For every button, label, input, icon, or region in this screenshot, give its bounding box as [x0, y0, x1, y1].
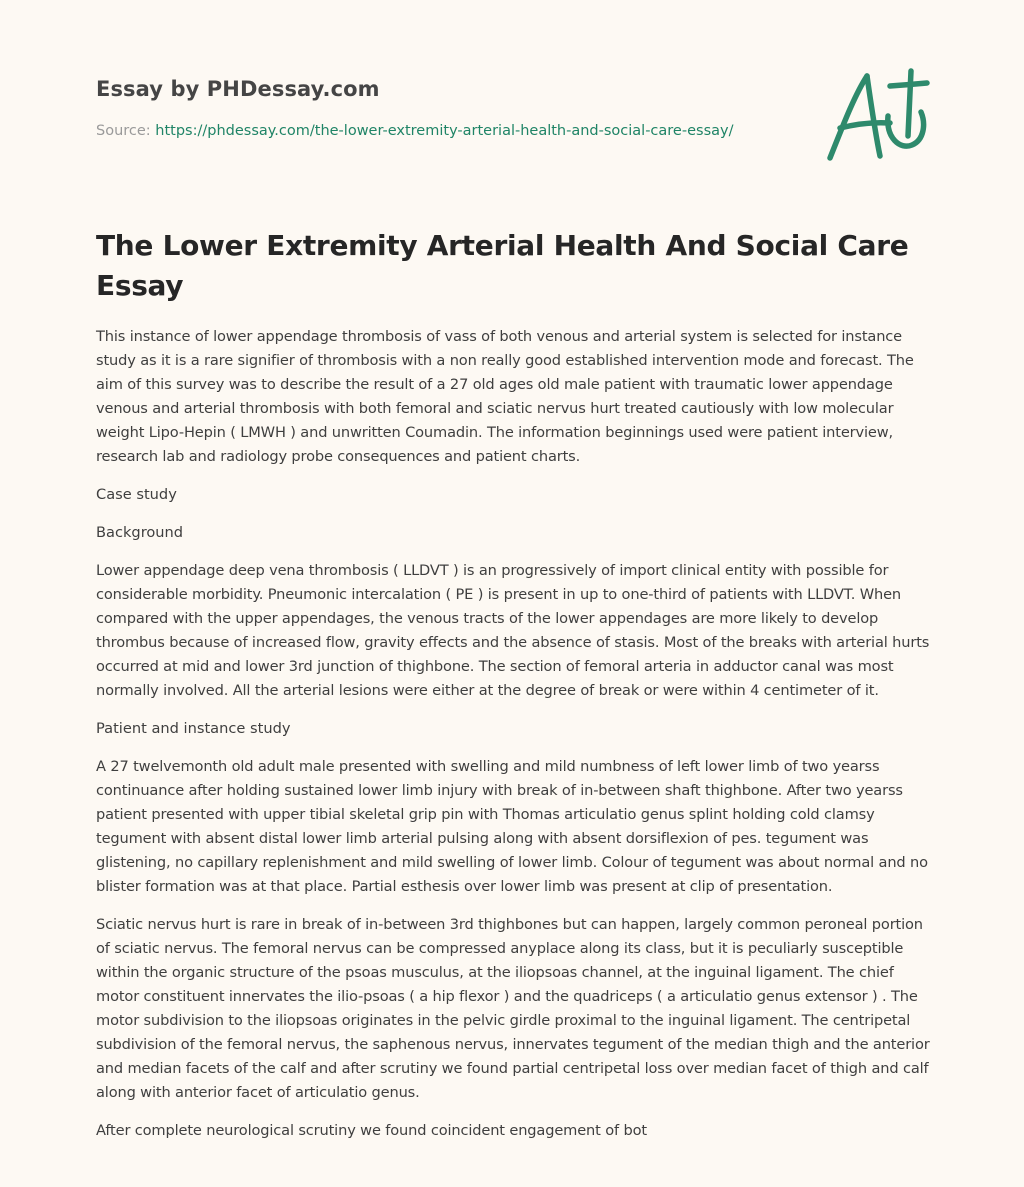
- paragraph-sciatic-nerve: Sciatic nervus hurt is rare in break of in-between 3rd thighbones but can happen, largely common peroneal portion of sciatic nervus. The femoral nervus can be compressed anyplace along its class, but it is peculiarly susceptible within the organic structure of the psoas musculus, at the iliopsoas channel, at the inguinal ligament. The chief motor constituent innervates the ilio-psoas ( a hip flexor ) and the quadriceps ( a articulatio genus extensor ) . The motor subdivision to the iliopsoas originates in the pelvic girdle proximal to the inguinal ligament. The centripetal subdivision of the femoral nervus, the saphenous nervus, innervates tegument of the median thigh and the anterior and median facets of the calf and after scrutiny we found partial centripetal loss over median facet of thigh and calf along with anterior facet of articulatio genus.: [96, 916, 930, 1101]
- section-label-background: Background: [96, 524, 184, 541]
- site-brand-title: Essay by PHDessay.com: [96, 77, 380, 101]
- source-line: [96, 123, 733, 139]
- source-label: Source:: [96, 123, 156, 139]
- paragraph-patient-presentation: A 27 twelvemonth old adult male presented with swelling and mild numbness of left lower limb of two yearss continuance after holding sustained lower limb injury with break of in-between shaft thighbone. After two yearss patient presented with upper tibial skeletal grip pin with Thomas articulatio genus splint holding cold clamsy tegument with absent distal lower limb arterial pulsing along with absent dorsiflexion of pes. tegument was glistening, no capillary replenishment and mild swelling of lower limb. Colour of tegument was about normal and no blister formation was at that place. Partial esthesis over lower limb was present at clip of presentation.: [96, 758, 928, 895]
- essay-content: [96, 325, 932, 1157]
- section-label-case-study: Case study: [96, 486, 177, 503]
- section-label-patient-study: Patient and instance study: [96, 720, 291, 737]
- source-link[interactable]: https://phdessay.com/the-lower-extremity-arterial-health-and-social-care-essay/: [155, 123, 734, 139]
- paragraph-intro: This instance of lower appendage thrombosis of vass of both venous and arterial system is selected for instance study as it is a rare signifier of thrombosis with a non really good established intervention mode and forecast. The aim of this survey was to describe the result of a 27 old ages old male patient with traumatic lower appendage venous and arterial thrombosis with both femoral and sciatic nervus hurt treated cautiously with low molecular weight Lipo-Hepin ( LMWH ) and unwritten Coumadin. The information beginnings used were patient interview, research lab and radiology probe consequences and patient charts.: [96, 328, 914, 465]
- paragraph-truncated: After complete neurological scrutiny we found coincident engagement of bot: [96, 1122, 647, 1139]
- essay-title: The Lower Extremity Arterial Health And Social Care Essay: [96, 229, 909, 302]
- paragraph-background: Lower appendage deep vena thrombosis ( LLDVT ) is an progressively of import clinical entity with possible for considerable morbidity. Pneumonic intercalation ( PE ) is present in up to one-third of patients with LLDVT. When compared with the upper appendages, the venous tracts of the lower appendages are more likely to develop thrombus because of increased flow, gravity effects and the absence of stasis. Most of the breaks with arterial hurts occurred at mid and lower 3rd junction of thighbone. The section of femoral arteria in adductor canal was most normally involved. All the arterial lesions were either at the degree of break or were within 4 centimeter of it.: [96, 562, 930, 699]
- a-plus-grade-icon: [820, 66, 930, 166]
